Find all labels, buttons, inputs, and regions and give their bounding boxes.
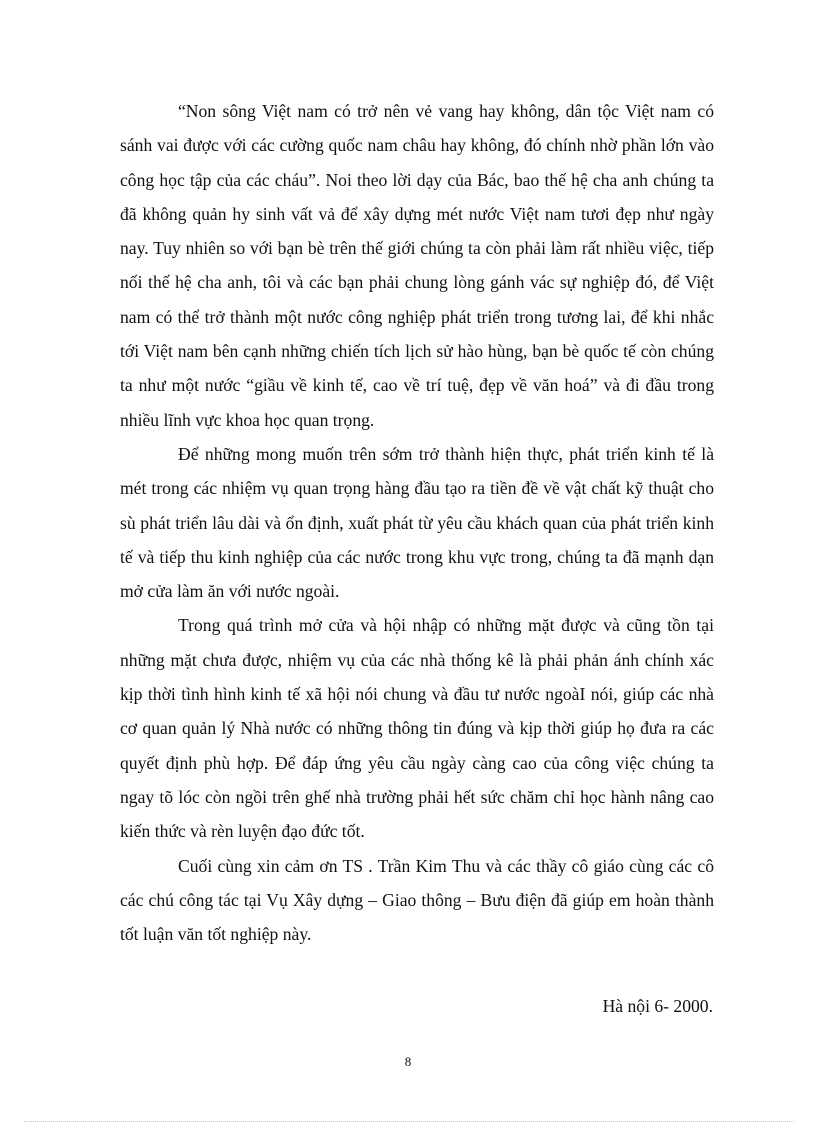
document-body xyxy=(120,94,714,951)
page-number: 8 xyxy=(404,1054,412,1069)
place-date-signoff: Hà nội 6- 2000. xyxy=(602,996,713,1016)
paragraph: Để những mong muốn trên sớm trở thành hiện thực, phát triển kinh tế là mét trong các nhiệm vụ quan trọng hàng đầu tạo ra tiền đề về vật chất kỹ thuật cho sù phát triển lâu dài và ổn định, xuất phát từ yêu cầu khách quan của phát triển kinh tế và tiếp thu kinh nghiệp của các nước trong khu vực trong, chúng ta đã mạnh dạn mở cửa làm ăn với nước ngoài. xyxy=(120,443,714,602)
paragraph: Trong quá trình mở cửa và hội nhập có những mặt được và cũng tồn tại những mặt chưa được, nhiệm vụ của các nhà thống kê là phải phản ánh chính xác kịp thời tình hình kinh tế xã hội nói chung và đầu tư nước ngoàI nói, giúp các nhà cơ quan quản lý Nhà nước có những thông tin đúng và kịp thời giúp họ đưa ra các quyết định phù hợp. Để đáp ứng yêu cầu ngày càng cao của công việc chúng ta ngay tõ lóc còn ngồi trên ghế nhà trường phải hết sức chăm chỉ học hành nâng cao kiến thức và rèn luyện đạo đức tốt. xyxy=(120,615,714,842)
page-bottom-divider xyxy=(24,1121,794,1122)
paragraph: Cuối cùng xin cảm ơn TS . Trần Kim Thu và các thầy cô giáo cùng các cô các chú công tác tại Vụ Xây dựng – Giao thông – Bưu điện đã giúp em hoàn thành tốt luận văn tốt nghiệp này. xyxy=(120,855,714,945)
paragraph: “Non sông Việt nam có trở nên vẻ vang hay không, dân tộc Việt nam có sánh vai được với các cường quốc nam châu hay không, đó chính nhờ phần lớn vào công học tập của các cháu”. Noi theo lời dạy của Bác, bao thế hệ cha anh chúng ta đã không quản hy sinh vất vả để xây dựng mét nước Việt nam tươi đẹp như ngày nay. Tuy nhiên so với bạn bè trên thế giới chúng ta còn phải làm rất nhiều việc, tiếp nối thế hệ cha anh, tôi và các bạn phải chung lòng gánh vác sự nghiệp đó, để Việt nam có thể trở thành một nước công nghiệp phát triển trong tương lai, để khi nhắc tới Việt nam bên cạnh những chiến tích lịch sử hào hùng, bạn bè quốc tế còn chúng ta như một nước “giầu về kinh tế, cao về trí tuệ, đẹp về văn hoá” và đi đầu trong nhiều lĩnh vực khoa học quan trọng. xyxy=(120,101,714,430)
